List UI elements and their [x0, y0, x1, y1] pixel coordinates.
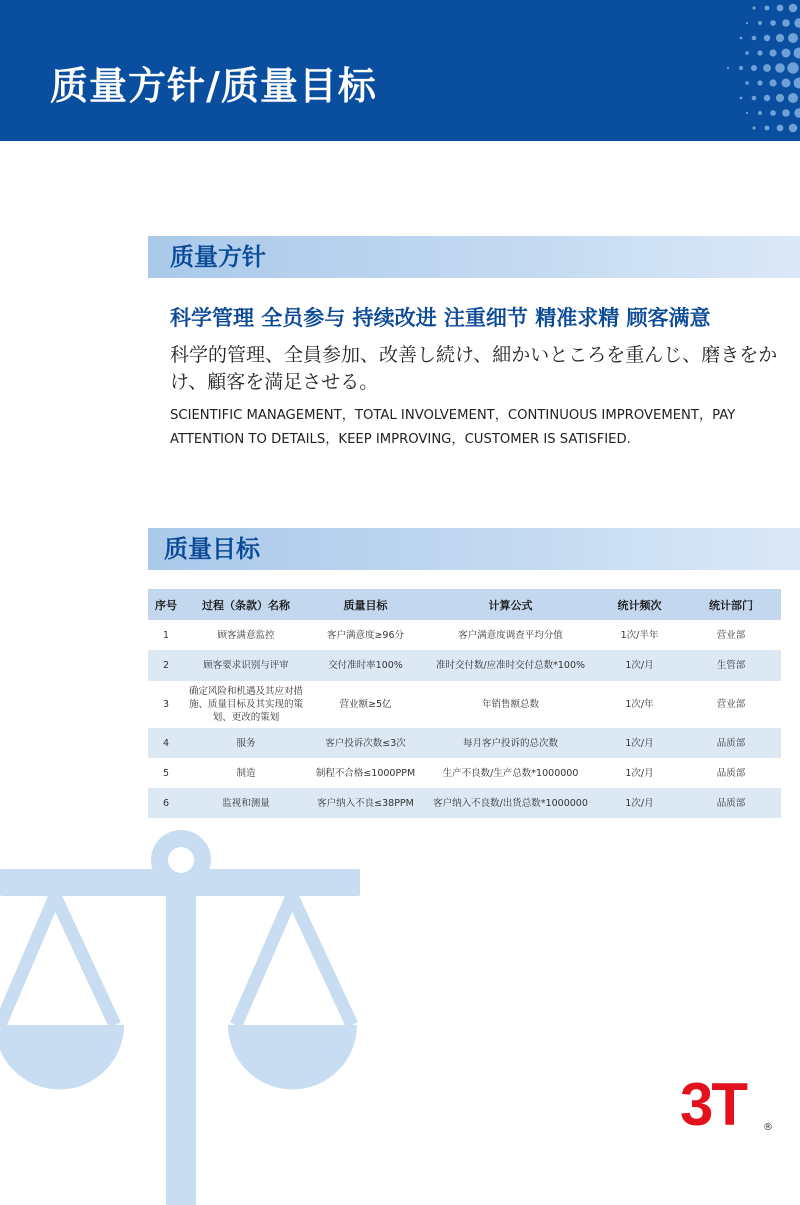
pattern-dot: [752, 96, 757, 101]
cell-process: 监视和测量: [184, 788, 308, 818]
quality-goals-table: [148, 589, 781, 818]
column-header-frequency: 统计频次: [598, 589, 681, 620]
pattern-dot: [769, 49, 776, 56]
logo-text: 3T: [680, 1072, 747, 1134]
pattern-dot: [794, 78, 800, 89]
table-row: [148, 758, 781, 788]
table-row: [148, 728, 781, 758]
pattern-dot: [782, 19, 790, 27]
cell-index: 2: [148, 650, 184, 681]
policy-heading: 质量方针: [170, 243, 266, 271]
cell-department: 营业部: [681, 620, 781, 650]
cell-formula: 客户满意度调查平均分值: [423, 620, 598, 650]
pattern-dot: [776, 94, 784, 102]
cell-process: 确定风险和机遇及其应对措施、质量目标及其实现的策划、更改的策划: [184, 681, 308, 728]
pattern-dot: [782, 49, 791, 58]
cell-index: 4: [148, 728, 184, 758]
pattern-dot: [788, 93, 798, 103]
cell-formula: 客户纳入不良数/出货总数*1000000: [423, 788, 598, 818]
pattern-dot: [765, 6, 770, 11]
cell-department: 营业部: [681, 681, 781, 728]
pattern-dot: [788, 33, 798, 43]
cell-goal: 客户投诉次数≤3次: [308, 728, 423, 758]
cell-formula: 准时交付数/应准时交付总数*100%: [423, 650, 598, 681]
cell-formula: 生产不良数/生产总数*1000000: [423, 758, 598, 788]
cell-frequency: 1次/月: [598, 788, 681, 818]
policy-slogan-japanese: 科学的管理、全員参加、改善し続け、細かいところを重んじ、磨きをかけ、顧客を満足させる。: [170, 344, 778, 393]
pattern-dot: [746, 22, 748, 24]
cell-formula: 年销售额总数: [423, 681, 598, 728]
pattern-dot: [746, 112, 748, 114]
goals-section-bar: [148, 528, 800, 570]
company-logo: [680, 1072, 780, 1138]
pattern-dot: [758, 111, 762, 115]
pattern-dot: [752, 126, 755, 129]
column-header-goal: 质量目标: [308, 589, 423, 620]
cell-department: 品质部: [681, 788, 781, 818]
pattern-dot: [787, 62, 798, 73]
pattern-dot: [777, 5, 784, 12]
pattern-dot: [794, 48, 800, 59]
cell-process: 制造: [184, 758, 308, 788]
pattern-dot: [751, 65, 757, 71]
pattern-dot: [770, 20, 776, 26]
registered-mark: ®: [763, 1122, 773, 1133]
pattern-dot: [740, 37, 743, 40]
column-header-formula: 计算公式: [423, 589, 598, 620]
pattern-dot: [777, 125, 784, 132]
table-header-row: [148, 589, 781, 620]
pattern-dot: [757, 50, 762, 55]
pattern-dot: [745, 81, 749, 85]
page-title: 质量方针/质量目标: [50, 64, 377, 108]
cell-index: 3: [148, 681, 184, 728]
pattern-dot: [794, 108, 800, 117]
balance-scale-icon: [0, 828, 380, 1205]
goals-heading: 质量目标: [164, 535, 260, 563]
cell-frequency: 1次/月: [598, 728, 681, 758]
cell-department: 品质部: [681, 728, 781, 758]
pattern-dot: [740, 97, 743, 100]
policy-section-bar: [148, 236, 800, 278]
cell-index: 5: [148, 758, 184, 788]
cell-frequency: 1次/月: [598, 650, 681, 681]
pattern-dot: [782, 109, 790, 117]
cell-goal: 交付准时率100%: [308, 650, 423, 681]
pattern-dot: [745, 51, 749, 55]
pattern-dot: [727, 67, 729, 69]
pattern-dot: [789, 4, 798, 13]
cell-goal: 客户纳入不良≤38PPM: [308, 788, 423, 818]
pattern-dot: [763, 64, 771, 72]
table-row: [148, 788, 781, 818]
cell-frequency: 1次/月: [598, 758, 681, 788]
cell-goal: 制程不合格≤1000PPM: [308, 758, 423, 788]
column-header-department: 统计部门: [681, 589, 781, 620]
policy-slogan-english: SCIENTIFIC MANAGEMENT，TOTAL INVOLVEMENT，CONTINUOUS IMPROVEMENT，PAY ATTENTION TO DETAILS，KEEP IMPROVING，CUSTOMER IS SATISFIED.: [170, 408, 736, 447]
cell-index: 6: [148, 788, 184, 818]
cell-process: 顾客要求识别与评审: [184, 650, 308, 681]
pattern-dot: [758, 21, 762, 25]
pattern-dot: [739, 66, 743, 70]
column-header-index: 序号: [148, 589, 184, 620]
table-row: [148, 681, 781, 728]
policy-slogan-chinese: 科学管理 全员参与 持续改进 注重细节 精准求精 顾客满意: [170, 306, 711, 330]
pattern-dot: [794, 18, 800, 27]
dot-pattern-icon: [720, 0, 800, 141]
pattern-dot: [775, 63, 785, 73]
pattern-dot: [765, 126, 770, 131]
cell-process: 顾客满意监控: [184, 620, 308, 650]
pattern-dot: [776, 34, 784, 42]
cell-index: 1: [148, 620, 184, 650]
column-header-process: 过程（条款）名称: [184, 589, 308, 620]
cell-formula: 每月客户投诉的总次数: [423, 728, 598, 758]
pattern-dot: [782, 79, 791, 88]
pattern-dot: [769, 79, 776, 86]
page-header: [0, 0, 800, 141]
table-row: [148, 650, 781, 681]
table-row: [148, 620, 781, 650]
pattern-dot: [789, 124, 798, 133]
pattern-dot: [770, 110, 776, 116]
pattern-dot: [752, 6, 755, 9]
cell-frequency: 1次/年: [598, 681, 681, 728]
pattern-dot: [764, 35, 770, 41]
cell-department: 生管部: [681, 650, 781, 681]
cell-process: 服务: [184, 728, 308, 758]
cell-department: 品质部: [681, 758, 781, 788]
pattern-dot: [752, 36, 757, 41]
pattern-dot: [764, 95, 770, 101]
pattern-dot: [757, 80, 762, 85]
cell-goal: 营业额≥5亿: [308, 681, 423, 728]
cell-frequency: 1次/半年: [598, 620, 681, 650]
cell-goal: 客户满意度≥96分: [308, 620, 423, 650]
